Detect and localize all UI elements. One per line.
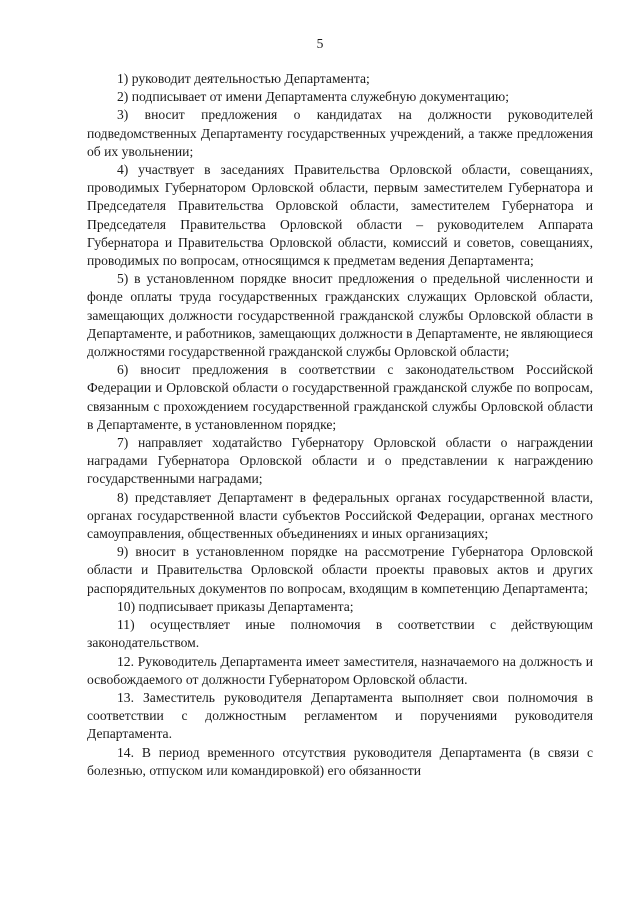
paragraph-14: 14. В период временного отсутствия руководителя Департамента (в связи с болезнью, отпуском или командировкой) его обязанности [87,744,593,778]
paragraph-3: 3) вносит предложения о кандидатах на должности руководителей подведомственных Департаменту государственных учреждений, а также предложения об их увольнении; [87,107,593,159]
page-number: 5 [316,36,324,51]
paragraph-12: 12. Руководитель Департамента имеет заместителя, назначаемого на должность и освобождаемого от должности Губернатором Орловской области. [87,653,593,687]
paragraph-6: 6) вносит предложения в соответствии с законодательством Российской Федерации и Орловской области о государственной гражданской службе по вопросам, связанным с прохождением государственной гражданской службы Орловской области в Департаменте, в установленном порядке; [87,362,593,432]
paragraph-8: 8) представляет Департамент в федеральных органах государственной власти, органах государственной власти субъектов Российской Федерации, органах местного самоуправления, общественных объединениях и иных организациях; [87,489,593,542]
paragraph-7: 7) направляет ходатайство Губернатору Орловской области о награждении наградами Губернатора Орловской области и о представлении к награждению государственными наградами; [87,435,593,487]
paragraph-11: 11) осуществляет иные полномочия в соответствии с действующим законодательством. [87,617,593,651]
paragraph-13: 13. Заместитель руководителя Департамента выполняет свои полномочия в соответствии с должностным регламентом и поручениями руководителя Департамента. [87,689,593,742]
paragraph-5: 5) в установленном порядке вносит предложения о предельной численности и фонде оплаты труда государственных гражданских служащих Орловской области, замещающих должности государственной гражданской службы Орловской области в Департаменте, и работников, замещающих должности в Департаменте, не являющиеся должностями государственной гражданской службы Орловской области; [87,271,593,360]
paragraph-2: 2) подписывает от имени Департамента служебную документацию; [117,89,509,105]
paragraph-4: 4) участвует в заседаниях Правительства Орловской области, совещаниях, проводимых Губернатором Орловской области, первым заместителем Губернатора и Председателя Правительства Орловской области, заместителем Губернатора и Председателя Правительства Орловской области – руководителем Аппарата Губернатора и Правительства Орловской области, комиссий и советов, совещаниях, проводимых по вопросам, относящимся к предметам ведения Департамента; [87,162,593,269]
paragraph-1: 1) руководит деятельностью Департамента; [117,71,370,86]
paragraph-9: 9) вносит в установленном порядке на рассмотрение Губернатора Орловской области и Правительства Орловской области проекты правовых актов и других распорядительных документов по вопросам, входящим в компетенцию Департамента; [87,544,593,596]
paragraph-10: 10) подписывает приказы Департамента; [117,598,354,614]
document-body [87,70,593,780]
